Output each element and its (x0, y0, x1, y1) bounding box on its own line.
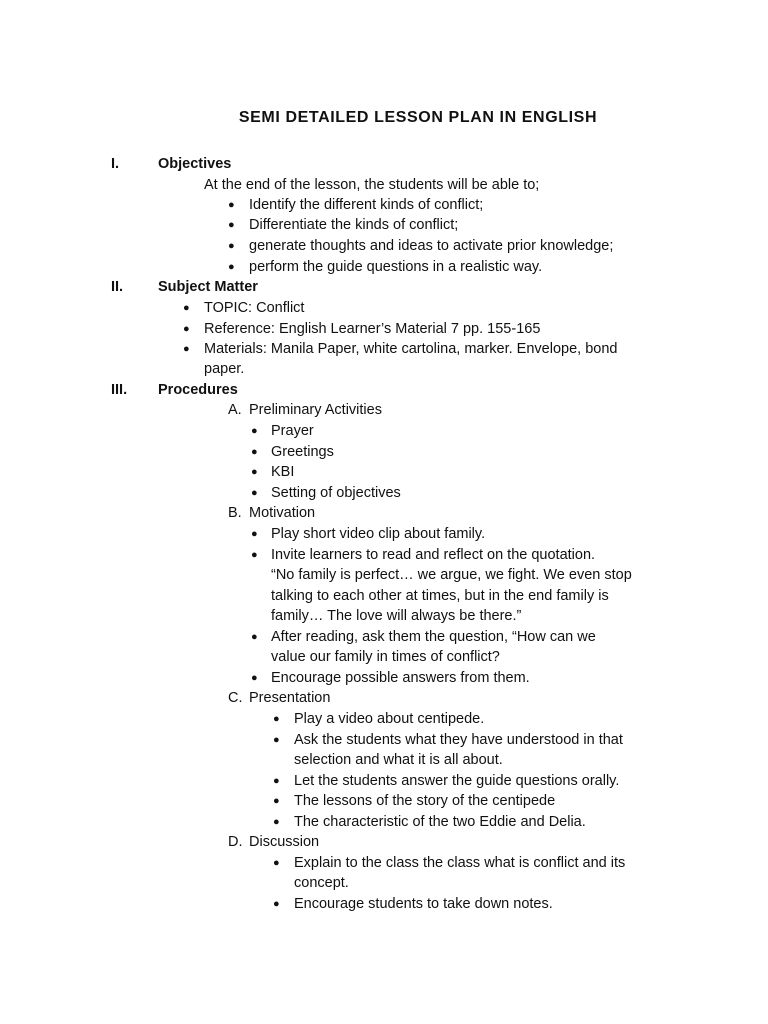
list-item: TOPIC: Conflict (204, 300, 305, 316)
list-item-continuation: value our family in times of conflict? (271, 649, 500, 665)
list-item: Ask the students what they have understood in that (294, 732, 623, 748)
list-item-continuation: selection and what it is all about. (294, 752, 503, 768)
bullet-icon: ● (228, 219, 235, 231)
bullet-icon: ● (273, 734, 280, 746)
subsection-letter: A. (228, 402, 242, 418)
bullet-icon: ● (273, 898, 280, 910)
list-item: Reference: English Learner’s Material 7 pp. 155-165 (204, 321, 541, 337)
list-item: Prayer (271, 423, 314, 439)
section-numeral: II. (111, 279, 124, 295)
list-item: Differentiate the kinds of conflict; (249, 217, 459, 233)
section-numeral: III. (111, 382, 128, 398)
list-item-continuation: paper. (204, 361, 245, 377)
list-item: KBI (271, 464, 295, 480)
list-item-continuation: “No family is perfect… we argue, we fight. We even stop (271, 567, 632, 583)
bullet-icon: ● (251, 425, 258, 437)
list-item: generate thoughts and ideas to activate prior knowledge; (249, 238, 614, 254)
bullet-icon: ● (251, 446, 258, 458)
section-heading-subject-matter: Subject Matter (158, 279, 258, 295)
section-heading-objectives: Objectives (158, 156, 232, 172)
bullet-icon: ● (251, 487, 258, 499)
subsection-letter: B. (228, 505, 242, 521)
list-item: Let the students answer the guide questions orally. (294, 773, 620, 789)
bullet-icon: ● (273, 795, 280, 807)
bullet-icon: ● (251, 466, 258, 478)
bullet-icon: ● (251, 528, 258, 540)
list-item: Encourage students to take down notes. (294, 896, 553, 912)
list-item: Identify the different kinds of conflict; (249, 197, 484, 213)
bullet-icon: ● (228, 240, 235, 252)
list-item: Explain to the class the class what is conflict and its (294, 855, 626, 871)
subsection-letter: D. (228, 834, 243, 850)
objectives-intro: At the end of the lesson, the students will be able to; (204, 177, 540, 193)
bullet-icon: ● (183, 323, 190, 335)
bullet-icon: ● (183, 302, 190, 314)
subsection-title-discussion: Discussion (249, 834, 320, 850)
list-item: Encourage possible answers from them. (271, 670, 530, 686)
page-title: SEMI DETAILED LESSON PLAN IN ENGLISH (238, 109, 598, 126)
list-item: Greetings (271, 444, 334, 460)
bullet-icon: ● (273, 713, 280, 725)
bullet-icon: ● (273, 816, 280, 828)
list-item: Play short video clip about family. (271, 526, 486, 542)
list-item: perform the guide questions in a realistic way. (249, 259, 543, 275)
bullet-icon: ● (228, 199, 235, 211)
bullet-icon: ● (183, 343, 190, 355)
bullet-icon: ● (251, 549, 258, 561)
bullet-icon: ● (251, 672, 258, 684)
list-item: Materials: Manila Paper, white cartolina, marker. Envelope, bond (204, 341, 618, 357)
section-numeral: I. (111, 156, 120, 172)
list-item: The lessons of the story of the centipede (294, 793, 556, 809)
bullet-icon: ● (251, 631, 258, 643)
subsection-letter: C. (228, 690, 243, 706)
list-item: The characteristic of the two Eddie and Delia. (294, 814, 586, 830)
list-item: Setting of objectives (271, 485, 401, 501)
bullet-icon: ● (228, 261, 235, 273)
bullet-icon: ● (273, 775, 280, 787)
subsection-title-motivation: Motivation (249, 505, 316, 521)
list-item-continuation: family… The love will always be there.” (271, 608, 522, 624)
section-heading-procedures: Procedures (158, 382, 238, 398)
subsection-title-presentation: Presentation (249, 690, 331, 706)
list-item-continuation: concept. (294, 875, 349, 891)
list-item: Invite learners to read and reflect on the quotation. (271, 547, 596, 563)
list-item-continuation: talking to each other at times, but in the end family is (271, 588, 609, 604)
subsection-title-preliminary: Preliminary Activities (249, 402, 382, 418)
list-item: After reading, ask them the question, “How can we (271, 629, 596, 645)
bullet-icon: ● (273, 857, 280, 869)
list-item: Play a video about centipede. (294, 711, 485, 727)
